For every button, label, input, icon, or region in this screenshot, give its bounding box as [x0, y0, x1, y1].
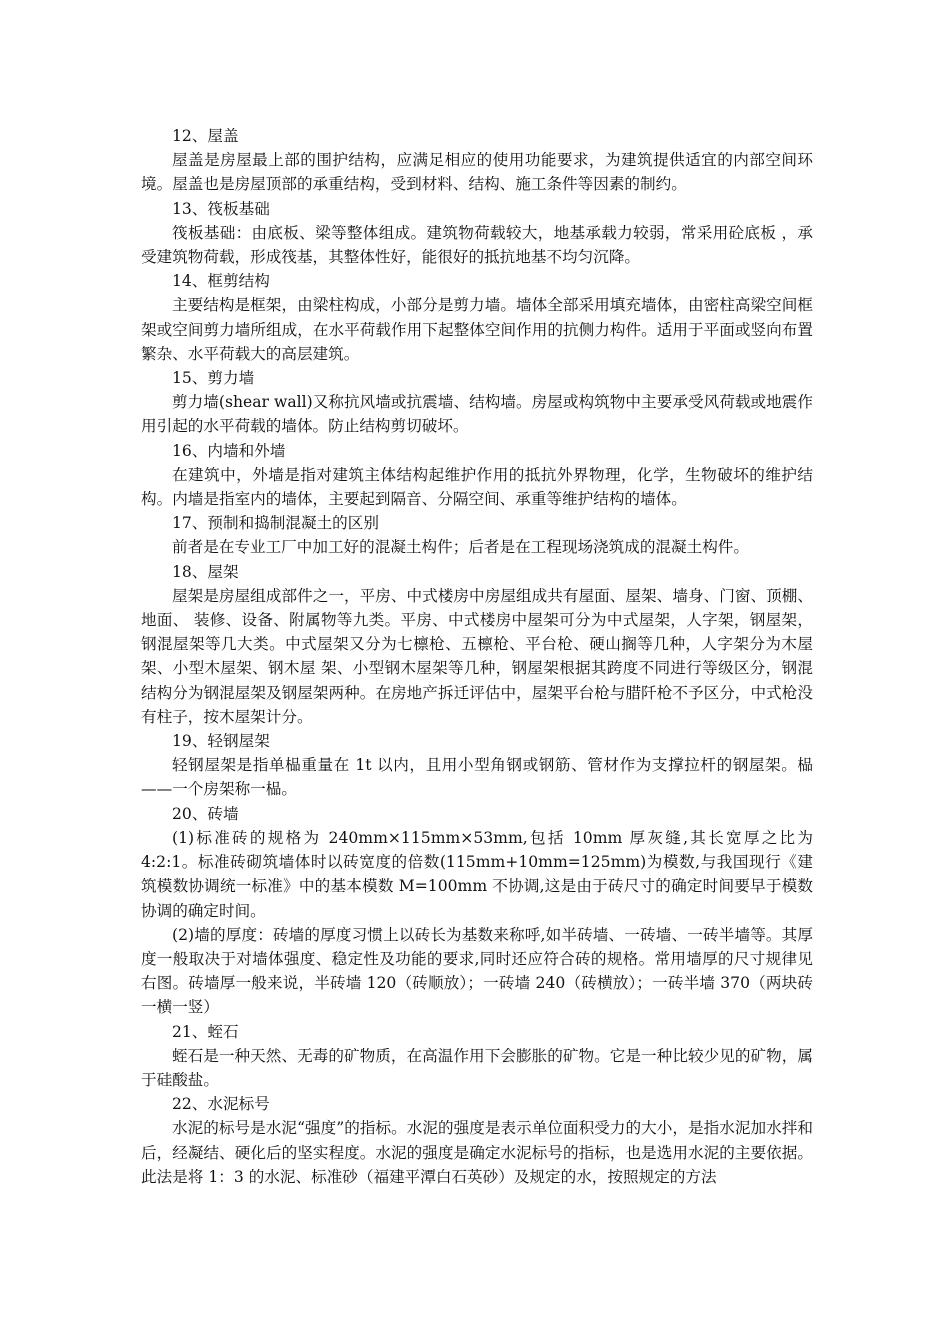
section-heading-13: 13、筏板基础 — [172, 199, 270, 218]
document-body — [141, 124, 813, 1189]
section-heading-16: 16、内墙和外墙 — [172, 441, 286, 460]
section-heading-22: 22、水泥标号 — [172, 1095, 270, 1114]
section-paragraph: 屋架是房屋组成部件之一，平房、中式楼房中房屋组成共有屋面、屋架、墙身、门窗、顶棚、地面、 装修、设备、附属物等九类。平房、中式楼房中屋架可分为中式屋架，人字架，钢屋架，钢混屋架等几大类。中式屋架又分为七檩枪、五檩枪、平台枪、硬山搁等几种，人字架分为木屋架、小型木屋架、钢木屋 架、小型钢木屋架等几种，钢屋架根据其跨度不同进行等级区分，钢混结构分为钢混屋架及钢屋架两种。在房地产拆迁评估中，屋架平台枪与腊阡枪不予区分，中式枪没有柱子，按木屋架计分。 — [141, 586, 813, 726]
section-paragraph: 前者是在专业工厂中加工好的混凝土构件；后者是在工程现场浇筑成的混凝土构件。 — [172, 538, 749, 557]
section-paragraph: 在建筑中，外墙是指对建筑主体结构起维护作用的抵抗外界物理，化学，生物破坏的维护结构。内墙是指室内的墙体，主要起到隔音、分隔空间、承重等维护结构的墙体。 — [141, 465, 813, 509]
section-paragraph: (2)墙的厚度：砖墙的厚度习惯上以砖长为基数来称呼,如半砖墙、一砖墙、一砖半墙等。其厚度一般取决于对墙体强度、稳定性及功能的要求,同时还应符合砖的规格。常用墙厚的尺寸规律见右图。砖墙厚一般来说，半砖墙 120（砖顺放）；一砖墙 240（砖横放）；一砖半墙 370（两块砖一横一竖） — [141, 925, 813, 1017]
section-paragraph: 蛭石是一种天然、无毒的矿物质，在高温作用下会膨胀的矿物。它是一种比较少见的矿物，属于硅酸盐。 — [141, 1046, 813, 1089]
section-heading-14: 14、框剪结构 — [172, 272, 270, 291]
section-paragraph: 主要结构是框架，由梁柱构成，小部分是剪力墙。墙体全部采用填充墙体，由密柱高梁空间框架或空间剪力墙所组成，在水平荷载作用下起整体空间作用的抗侧力构件。适用于平面或竖向布置繁杂、水平荷载大的高层建筑。 — [141, 296, 813, 363]
section-heading-17: 17、预制和捣制混凝土的区别 — [172, 514, 379, 533]
section-heading-21: 21、蛭石 — [172, 1022, 239, 1041]
section-heading-15: 15、剪力墙 — [172, 369, 255, 388]
section-paragraph: 轻钢屋架是指单榀重量在 1t 以内，且用小型角钢或钢筋、管材作为支撑拉杆的钢屋架。榀——一个房架称一榀。 — [141, 756, 813, 799]
section-paragraph: (1)标准砖的规格为 240mm×115mm×53mm,包括 10mm 厚灰缝,其长宽厚之比为 4:2:1。标准砖砌筑墙体时以砖宽度的倍数(115mm+10mm=125mm)为模数,与我国现行《建筑模数协调统一标准》中的基本模数 M=100mm 不协调,这是由于砖尺寸的确定时间要早于模数协调的确定时间。 — [141, 828, 813, 920]
section-paragraph: 屋盖是房屋最上部的围护结构，应满足相应的使用功能要求，为建筑提供适宜的内部空间环境。屋盖也是房屋顶部的承重结构，受到材料、结构、施工条件等因素的制约。 — [141, 151, 813, 194]
section-heading-19: 19、轻钢屋架 — [172, 732, 270, 751]
section-heading-18: 18、屋架 — [172, 562, 239, 581]
section-heading-20: 20、砖墙 — [172, 804, 239, 823]
section-heading-12: 12、屋盖 — [172, 127, 239, 145]
section-paragraph: 水泥的标号是水泥“强度”的指标。水泥的强度是表示单位面积受力的大小，是指水泥加水拌和后，经凝结、硬化后的坚实程度。水泥的强度是确定水泥标号的指标，也是选用水泥的主要依据。此法是将 1：3 的水泥、标准砂（福建平潭白石英砂）及规定的水，按照规定的方法 — [141, 1119, 813, 1186]
section-paragraph: 筏板基础：由底板、梁等整体组成。建筑物荷载较大，地基承载力较弱，常采用砼底板 ，承受建筑物荷载，形成筏基，其整体性好，能很好的抵抗地基不均匀沉降。 — [141, 223, 813, 267]
section-paragraph: 剪力墙(shear wall)又称抗风墙或抗震墙、结构墙。房屋或构筑物中主要承受风荷载或地震作用引起的水平荷载的墙体。防止结构剪切破坏。 — [141, 393, 813, 436]
